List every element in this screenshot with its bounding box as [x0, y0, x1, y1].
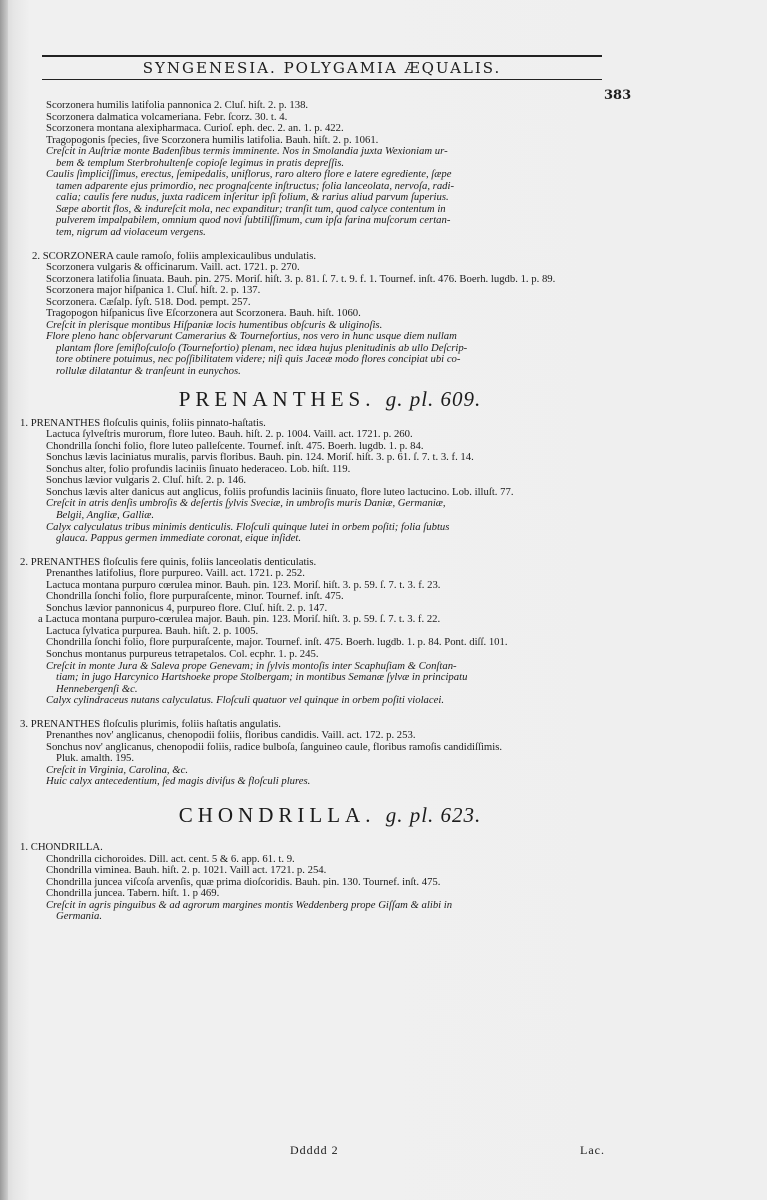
notes-block: [20, 146, 640, 238]
synonym-block: [20, 262, 640, 320]
note-line: tiam; in jugo Harcynico Hartshoeke prope Stolbergam; in montibus Semanæ ſylvæ in principatu: [56, 671, 468, 684]
synonym-line: Scorzonera latifolia ſinuata. Bauh. pin. 275. Moriſ. hiſt. 3. p. 81. ſ. 7. t. 9. f. 1. Tournef. inſt. 476. Boerh. lugdb. 1. p. 89.: [46, 272, 556, 285]
synonym-line: a Lactuca montana purpuro-cœrulea major. Bauh. pin. 123. Moriſ. hiſt. 3. p. 59. ſ. 7. t. 3. f. 22.: [38, 613, 441, 626]
note-line: Creſcit in agris pinguibus & ad agrorum margines montis Weddenberg prope Giſſam & alibi in: [46, 898, 453, 911]
synonym-line: Sonchus lævis alter danicus aut anglicus, foliis profundis laciniis ſinuato, flore luteo lactucino. Lob. illuſt. 77.: [46, 485, 514, 498]
synonym-line: Sonchus montanus purpureus tetrapetalos. Col. ecphr. 1. p. 245.: [46, 647, 319, 660]
synonym-block: [20, 429, 640, 498]
synonym-line: Tragopogonis ſpecies, ſive Scorzonera humilis latifolia. Bauh. hiſt. 2. p. 1061.: [46, 133, 379, 146]
note-line: Caulis ſimpliciſſimus, erectus, ſemipedalis, uniflorus, raro altero flore e latere egrediente, ſæpe: [46, 168, 452, 181]
note-line: Creſcit in monte Jura & Saleva prope Genevam; in ſylvis montoſis inter Scaphuſiam & Conſtan-: [46, 659, 457, 672]
note-line: Sæpe abortit flos, & indureſcit mola, nec expanditur; tranſit tum, quod calyce contentum in: [56, 202, 446, 215]
genus-heading-chondrilla: [20, 800, 640, 830]
note-line: Creſcit in atris denſis umbroſis & deſertis ſylvis Sveciæ, in umbroſis muris Daniæ, Germaniæ,: [46, 497, 446, 510]
synonym-line: Chondrilla juncea. Tabern. hiſt. 1. p 469.: [46, 887, 220, 900]
synonym-line: Chondrilla ſonchi folio, flore purpuraſcente, minor. Tournef. inſt. 475.: [46, 590, 344, 603]
header-rule: [42, 79, 602, 80]
synonym-line: Scorzonera humilis latifolia pannonica 2. Cluſ. hiſt. 2. p. 138.: [46, 99, 309, 111]
synonym-line: Lactuca montana purpuro cœrulea minor. Bauh. pin. 123. Moriſ. hiſt. 3. p. 59. ſ. 7. t. 3. f. 23.: [46, 578, 441, 591]
synonym-line: Chondrilla ſonchi folio, flore luteo palleſcente. Tournef. inſt. 475. Boerh. lugdb. 1. p. 84.: [46, 439, 424, 452]
genus-reference: g. pl. 609.: [385, 386, 482, 411]
genus-name: PRENANTHES.: [178, 386, 376, 411]
species-heading: 1. PRENANTHES floſculis quinis, foliis pinnato-haſtatis.: [20, 416, 266, 429]
synonym-block: [20, 100, 640, 146]
note-line: Creſcit in Virginia, Carolina, &c.: [46, 763, 188, 776]
note-line: rollulæ dilatantur & tranſeunt in eunychos.: [56, 365, 241, 378]
note-line: bem & templum Sterbrohultenſe copioſe legimus in pratis depreſſis.: [56, 156, 345, 169]
synonym-line: Sonchus lævior pannonicus 4, purpureo flore. Cluſ. hiſt. 2. p. 147.: [46, 601, 328, 614]
genus-heading-prenanthes: [20, 384, 640, 414]
species-heading: 1. CHONDRILLA.: [20, 840, 103, 853]
synonym-line: Sonchus lævior vulgaris 2. Cluſ. hiſt. 2. p. 146.: [46, 474, 247, 487]
synonym-line: Prenanthes nov' anglicanus, chenopodii foliis, floribus candidis. Vaill. act. 172. p. 253.: [46, 729, 416, 742]
note-line: plantam flore ſemifloſculoſo (Tournefortio) plenam, nec idæa hujus plenitudinis ab ullo Deſcrip-: [56, 341, 468, 354]
note-line: Calyx calyculatus tribus minimis denticulis. Floſculi quinque lutei in orbem poſiti; folia ſubtus: [46, 520, 450, 533]
notes-block: [20, 900, 640, 923]
note-line: pulverem impalpabilem, omnium quod novi ſubtiliſſimum, cum ipſa farina muſcorum certan-: [56, 214, 451, 227]
genus-name: CHONDRILLA.: [178, 802, 376, 827]
synonym-line: Prenanthes latifolius, flore purpureo. Vaill. act. 1721. p. 252.: [46, 567, 305, 580]
note-line: Creſcit in plerisque montibus Hiſpaniæ locis humentibus obſcuris & uliginoſis.: [46, 318, 383, 331]
notes-block: [20, 320, 640, 378]
notes-block: [20, 498, 640, 544]
notes-block: [20, 661, 640, 707]
synonym-line: Scorzonera. Cæſalp. ſyſt. 518. Dod. pempt. 257.: [46, 295, 251, 308]
synonym-line: Sonchus alter, folio profundis laciniis ſinuato hederaceo. Lob. hiſt. 119.: [46, 462, 351, 475]
note-line: Flore pleno hanc obſervarunt Camerarius & Tournefortius, nos vero in hunc usque diem nullam: [46, 330, 457, 343]
species-heading: 2. PRENANTHES floſculis fere quinis, foliis lanceolatis denticulatis.: [20, 555, 317, 568]
note-line: Creſcit in Auſtriæ monte Badenſibus termis imminente. Nos in Smolandia juxta Wexioniam ur-: [46, 145, 448, 158]
synonym-block: [20, 730, 640, 765]
species-heading: 3. PRENANTHES floſculis plurimis, foliis haſtatis angulatis.: [20, 717, 281, 730]
synonym-line: Tragopogon hiſpanicus ſive Eſcorzonera aut Scorzonera. Bauh. hiſt. 1060.: [46, 307, 361, 320]
note-line: Huic calyx antecedentium, ſed magis diviſus & floſculi plures.: [46, 775, 311, 788]
page-body: [20, 100, 640, 923]
species-heading: 2. SCORZONERA caule ramoſo, foliis amplexicaulibus undulatis.: [32, 249, 317, 262]
note-line: Calyx cylindraceus nutans calyculatus. Floſculi quatuor vel quinque in orbem poſiti violacei.: [46, 694, 445, 707]
synonym-block: [20, 854, 640, 900]
note-line: Hennebergenſi &c.: [56, 682, 138, 695]
synonym-line: Sonchus nov' anglicanus, chenopodii foliis, radice bulboſa, ſanguineo caule, floribus ramoſis candidiſſimis.: [46, 740, 503, 753]
header-title: SYNGENESIA. POLYGAMIA ÆQUALIS.: [142, 59, 502, 77]
notes-block: [20, 765, 640, 788]
synonym-line: Lactuca ſylveſtris murorum, flore luteo. Bauh. hiſt. 2. p. 1004. Vaill. act. 1721. p. 260.: [46, 428, 413, 441]
page-gutter: [0, 0, 8, 1200]
genus-reference: g. pl. 623.: [385, 802, 482, 827]
synonym-line: Chondrilla viminea. Bauh. hiſt. 2. p. 1021. Vaill act. 1721. p. 254.: [46, 864, 327, 877]
note-line: calia; caulis fere nudus, juxta radicem inſeritur ipſi folium, & rarius aliud parvum ſuperius.: [56, 191, 449, 204]
synonym-line: Scorzonera major hiſpanica 1. Cluſ. hiſt. 2. p. 137.: [46, 284, 261, 297]
note-line: Germania.: [56, 910, 103, 923]
synonym-line: Chondrilla cichoroides. Dill. act. cent. 5 & 6. app. 61. t. 9.: [46, 852, 295, 865]
synonym-line: Chondrilla juncea viſcoſa arvenſis, quæ prima dioſcoridis. Bauh. pin. 130. Tournef. inſt. 475.: [46, 875, 441, 888]
synonym-line: Chondrilla ſonchi folio, flore purpuraſcente, major. Tournef. inſt. 475. Boerh. lugdb. 1. p. 84. Pont. diſſ. 101.: [46, 636, 508, 649]
signature-mark: Ddddd 2: [290, 1143, 339, 1157]
synonym-line: Scorzonera dalmatica volcameriana. Febr. ſcorz. 30. t. 4.: [46, 110, 288, 123]
synonym-line: Scorzonera montana alexipharmaca. Curioſ. eph. dec. 2. an. 1. p. 422.: [46, 122, 344, 135]
catchword: Lac.: [580, 1143, 605, 1157]
synonym-line: Lactuca ſylvatica purpurea. Bauh. hiſt. 2. p. 1005.: [46, 624, 259, 637]
synonym-line: Scorzonera vulgaris & officinarum. Vaill. act. 1721. p. 270.: [46, 261, 300, 274]
note-line: tore obtinere potuimus, nec poſſibilitatem videre; niſi quis Jaceæ modo flores concipiat ubi co-: [56, 353, 461, 366]
note-line: glauca. Pappus germen immediate coronat, eique inſidet.: [56, 532, 302, 545]
note-line: tamen adparente ejus primordio, nec prognaſcente inſtructus; folia lanceolata, nervoſa, radi-: [56, 179, 455, 192]
synonym-line: Pluk. amalth. 195.: [56, 752, 135, 765]
running-header: [42, 55, 602, 80]
note-line: tem, nigrum ad violaceum vergens.: [56, 226, 206, 239]
synonym-line: Sonchus lævis laciniatus muralis, parvis floribus. Bauh. pin. 124. Moriſ. hiſt. 3. p. 61. ſ. 7. t. 3. f. 14.: [46, 451, 474, 464]
synonym-block: [20, 568, 640, 660]
note-line: Belgii, Angliæ, Galliæ.: [56, 508, 155, 521]
page-number: 383: [604, 88, 632, 103]
